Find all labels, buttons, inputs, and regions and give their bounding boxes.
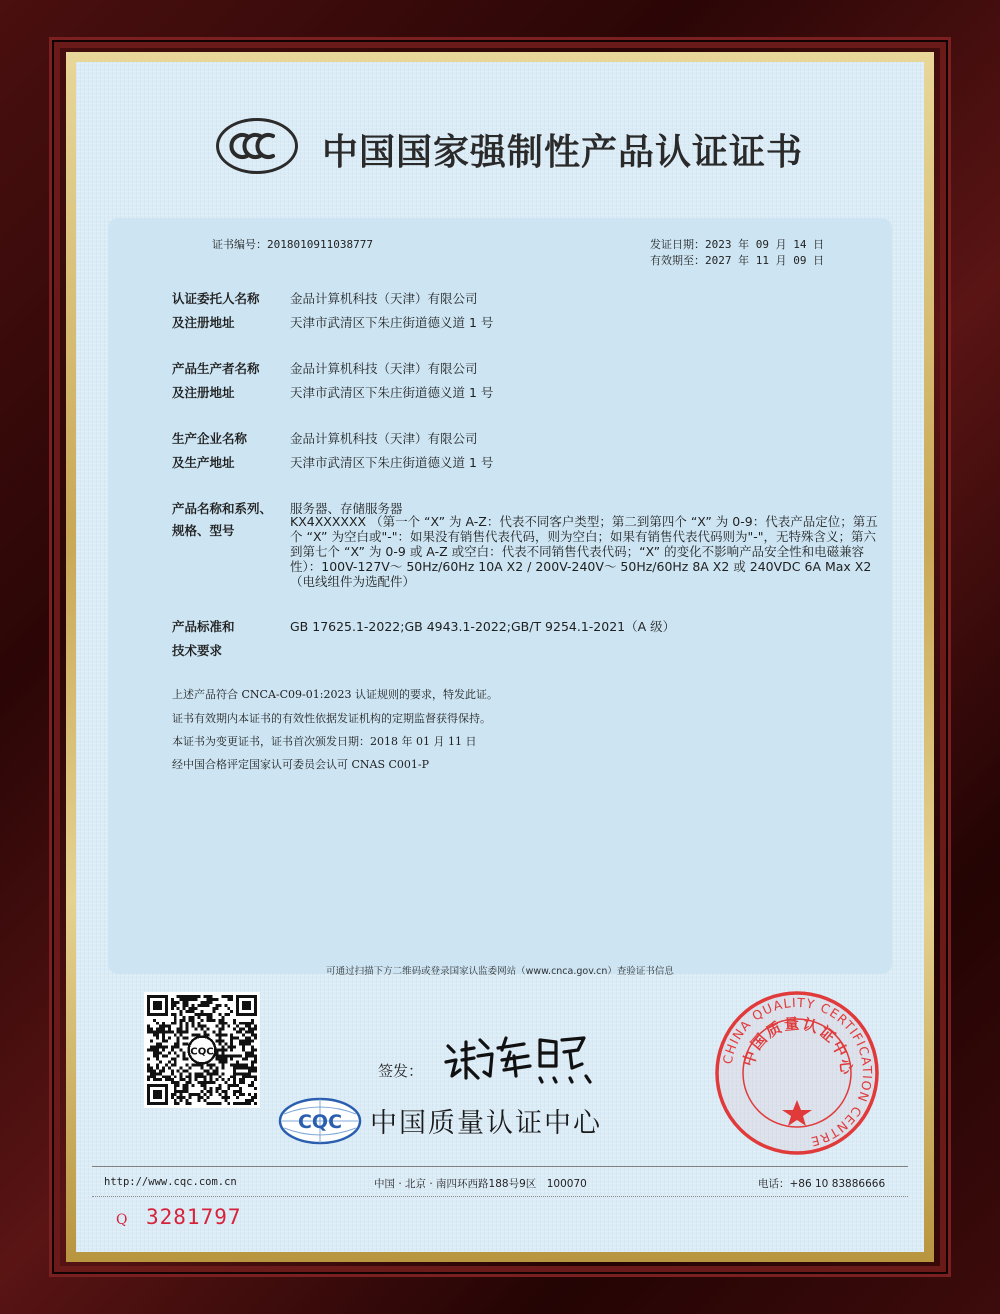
footer-website[interactable]: http://www.cqc.com.cn — [104, 1176, 237, 1188]
product-label-1: 产品名称和系列、 — [172, 501, 273, 516]
expiry-date: 2027 年 11 月 09 日 — [705, 254, 825, 267]
applicant-label-2: 及注册地址 — [172, 315, 235, 330]
applicant-name: 金品计算机科技（天津）有限公司 — [290, 291, 478, 306]
serial-prefix: Q — [116, 1212, 128, 1228]
note-4: 经中国合格评定国家认可委员会认可 CNAS C001-P — [172, 758, 430, 771]
signature-handwriting — [440, 1026, 610, 1086]
standards-label-2: 技术要求 — [172, 643, 223, 658]
footer-address: 中国 · 北京 · 南四环西路188号9区 100070 — [374, 1178, 587, 1190]
cert-number-label: 证书编号： — [212, 238, 267, 251]
footer-divider-bottom — [92, 1196, 908, 1197]
footer-divider-top — [92, 1166, 908, 1167]
cert-number-row — [212, 236, 373, 252]
seal-outer-text: CHINA QUALITY CERTIFICATION CENTRE — [719, 994, 876, 1150]
cqc-logo-icon — [278, 1096, 362, 1146]
seal-inner-text: 中国质量认证中心 — [739, 1014, 856, 1078]
standards-label-1: 产品标准和 — [172, 619, 235, 634]
certification-seal — [712, 988, 882, 1158]
product-model-description: KX4XXXXXX （第一个 “X” 为 A-Z：代表不同客户类型；第二到第四个 “X” 为 0-9：代表产品定位；第五个 “X” 为空白或"-"：如果没有销售代表代码，则为空白；如果有销售代表代码则为"-"，无特殊含义；第六到第七个 “X” 为 0-9 或 A-Z 或空白：代表不同销售代表代码；“X” 的变化不影响产品安全性和电磁兼容性）：100V-127V～ 50Hz/60Hz 10A X2 / 200V-240V～ 50Hz/60Hz 8A X2 或 240VDC 6A Max X2（电线组件为选配件） — [290, 514, 878, 589]
note-2: 证书有效期内本证书的有效性依据发证机构的定期监督获得保持。 — [172, 712, 491, 725]
verify-instructions: 可通过扫描下方二维码或登录国家认监委网站（www.cnca.gov.cn）查验证书信息 — [326, 966, 674, 977]
factory-label-1: 生产企业名称 — [172, 431, 248, 446]
manufacturer-name: 金品计算机科技（天津）有限公司 — [290, 361, 478, 376]
expiry-date-row — [650, 252, 824, 268]
ccc-mark — [227, 128, 287, 164]
applicant-address: 天津市武清区下朱庄街道德义道 1 号 — [290, 315, 494, 330]
expiry-date-label: 有效期至： — [650, 254, 705, 267]
qr-code[interactable] — [144, 992, 260, 1108]
footer-phone: 电话：+86 10 83886666 — [758, 1178, 886, 1190]
standards-value: GB 17625.1-2022;GB 4943.1-2022;GB/T 9254.1-2021（A 级） — [290, 619, 676, 634]
cqc-logo-text: CQC — [297, 1111, 343, 1133]
manufacturer-address: 天津市武清区下朱庄街道德义道 1 号 — [290, 385, 494, 400]
product-label-2: 规格、型号 — [172, 523, 235, 538]
issue-date-row — [650, 236, 824, 252]
applicant-label-1: 认证委托人名称 — [172, 291, 260, 306]
issuer-name: 中国质量认证中心 — [370, 1108, 602, 1139]
content-panel — [108, 218, 892, 974]
serial-number: 3281797 — [146, 1205, 242, 1229]
factory-name: 金品计算机科技（天津）有限公司 — [290, 431, 478, 446]
issue-date-label: 发证日期： — [650, 238, 705, 251]
product-name: 服务器、存储服务器 — [290, 501, 403, 516]
qr-code-icon — [147, 995, 257, 1105]
manufacturer-label-1: 产品生产者名称 — [172, 361, 260, 376]
ccc-logo-icon — [216, 118, 298, 174]
cert-number: 2018010911038777 — [267, 238, 373, 251]
factory-label-2: 及生产地址 — [172, 455, 235, 470]
svg-text:CQC: CQC — [190, 1046, 214, 1058]
factory-address: 天津市武清区下朱庄街道德义道 1 号 — [290, 455, 494, 470]
certificate-title: 中国国家强制性产品认证证书 — [322, 132, 804, 173]
note-3: 本证书为变更证书，证书首次颁发日期：2018 年 01 月 11 日 — [172, 735, 477, 748]
manufacturer-label-2: 及注册地址 — [172, 385, 235, 400]
note-1: 上述产品符合 CNCA-C09-01:2023 认证规则的要求，特发此证。 — [172, 688, 498, 701]
issue-date: 2023 年 09 月 14 日 — [705, 238, 825, 251]
signature-label: 签发： — [378, 1062, 424, 1080]
